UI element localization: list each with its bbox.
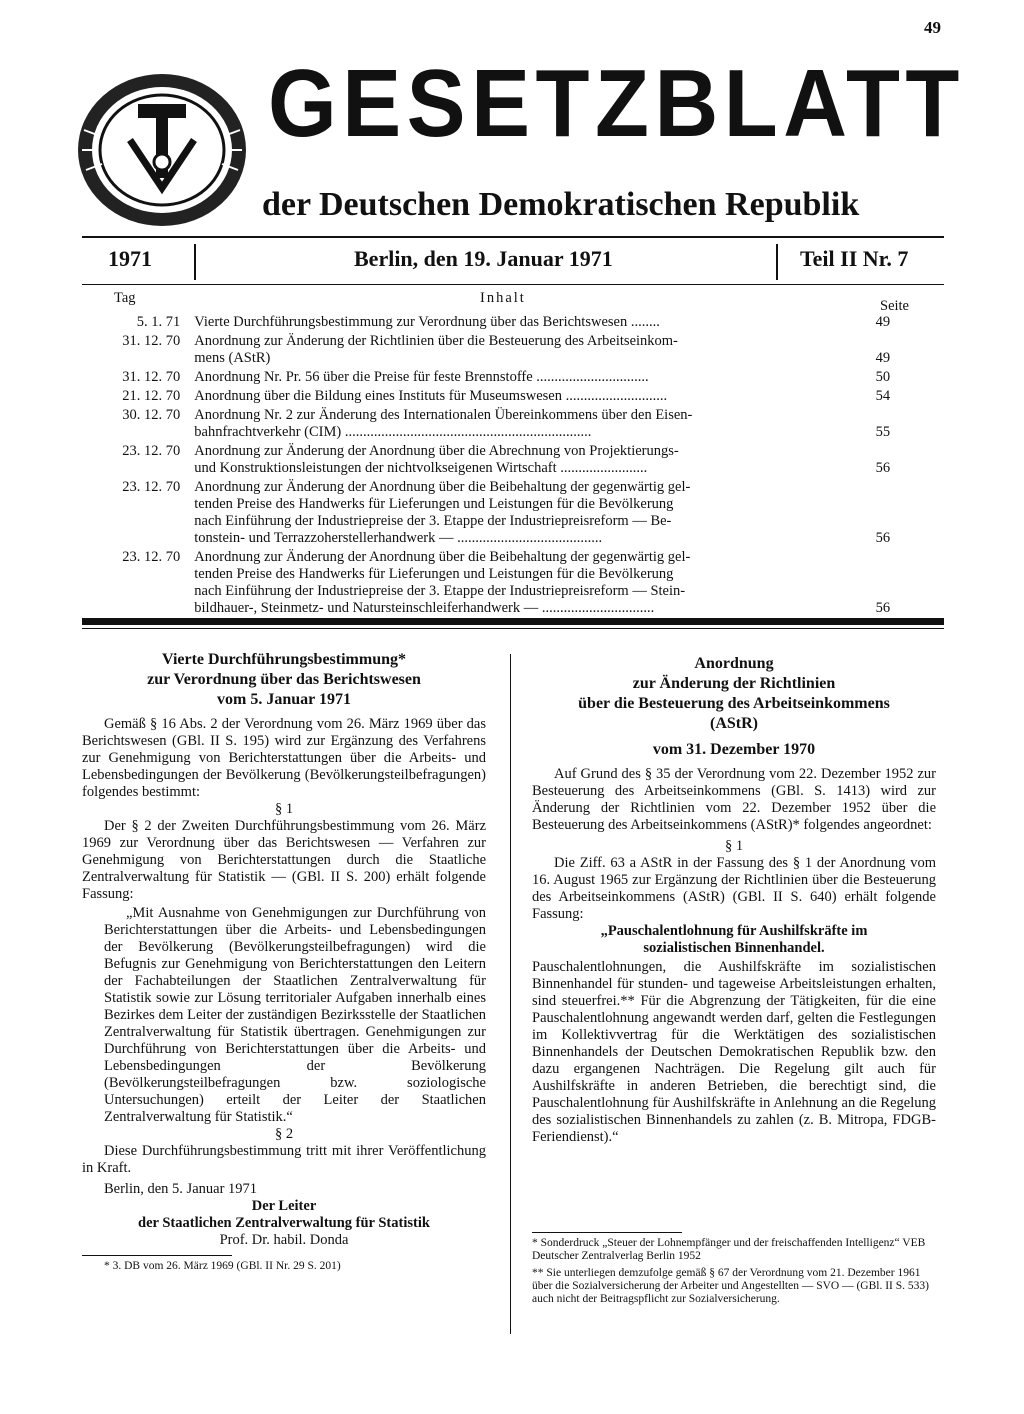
toc-title <box>194 443 840 479</box>
toc-title-line: Anordnung zur Änderung der Anordnung über die Abrechnung von Projektierungs- <box>194 443 679 459</box>
toc-title-line: Anordnung Nr. 2 zur Änderung des Internationalen Übereinkommens über den Eisen- <box>194 407 693 423</box>
quoted-text: „Mit Ausnahme von Genehmigungen zur Durchführung von Berichterstattungen über die Arbeits- und Lebensbedingungen der Bevölkerung (Bevölkerungsteilbefragungen) wird die Befugnis zur Genehmigung von Berichterstattungen den Leitern der Fachabteilungen der Staatlichen Zentralverwaltung für Statistik sowie zur Lösung territorialer Aufgaben innerhalb eines Bezirkes dem Leiter der zuständigen Bezirksstelle der Staatlichen Zentralverwaltung für Statistik übertragen. Genehmigungen zur Durchführung von Berichterstattungen über die Arbeits- und Lebensbedingungen der Bevölkerung (Bevölkerungsteilbefragungen bzw. soziologische Untersuchungen) erteilt der Leiter der Staatlichen Zentralverwaltung für Statistik.“ <box>104 905 486 1125</box>
section-rule-thin <box>82 628 944 629</box>
toc-title <box>194 388 840 407</box>
toc-page: 55 <box>875 424 891 440</box>
article-title-line: (AStR) <box>710 715 758 732</box>
article-title-line: Anordnung <box>694 655 774 672</box>
toc-title-line: Anordnung Nr. Pr. 56 über die Preise für feste Brennstoffe ............................... <box>194 369 649 385</box>
toc-title-line: mens (AStR) <box>194 350 271 366</box>
section-text: Diese Durchführungsbestimmung tritt mit ihrer Veröffentlichung in Kraft. <box>82 1143 486 1176</box>
issue-place-date: Berlin, den 19. Januar 1971 <box>354 246 613 271</box>
toc-title-line: bahnfrachtverkehr (CIM) .................................................................... <box>194 424 592 440</box>
toc-page: 56 <box>875 530 891 546</box>
article-date: vom 5. Januar 1971 <box>217 691 351 708</box>
toc-row <box>96 407 926 443</box>
toc-title-line: tonstein- und Terrazzoherstellerhandwerk — ........................................ <box>194 530 603 546</box>
toc-date: 31. 12. 70 <box>122 333 181 349</box>
toc-row <box>96 443 926 479</box>
toc-page: 56 <box>875 460 891 476</box>
article-title-line: zur Änderung der Richtlinien <box>632 675 836 692</box>
signature-title: Der Leiter <box>251 1198 317 1214</box>
issue-info-bar <box>82 236 944 285</box>
toc-title <box>194 333 840 369</box>
toc-title <box>194 314 840 333</box>
toc-row <box>96 369 926 388</box>
left-article <box>82 650 486 1273</box>
issue-number: Teil II Nr. 7 <box>800 246 909 271</box>
article-date: vom 31. Dezember 1970 <box>652 741 816 758</box>
info-bar-divider <box>194 244 196 280</box>
footnote: * 3. DB vom 26. März 1969 (GBl. II Nr. 29 S. 201) <box>104 1260 341 1272</box>
toc-title-line: nach Einführung der Industriepreise der 3. Etappe der Industriepreisreform — Stein- <box>194 583 686 599</box>
toc-header <box>96 288 926 314</box>
toc-date: 23. 12. 70 <box>122 479 181 495</box>
toc-title-line: und Konstruktionsleistungen der nichtvolkseigenen Wirtschaft ........................ <box>194 460 648 476</box>
toc-page: 50 <box>875 369 891 385</box>
section-rule <box>82 618 944 625</box>
masthead-title: GESETZBLATT <box>268 50 965 157</box>
footnote-rule <box>532 1232 682 1233</box>
toc-date: 5. 1. 71 <box>136 314 181 330</box>
toc-page: 54 <box>875 388 891 404</box>
section-heading: § 1 <box>274 801 294 817</box>
toc-title-line: Anordnung zur Änderung der Anordnung über die Beibehaltung der gegenwärtig gel- <box>194 479 691 495</box>
section-text: Die Ziff. 63 a AStR in der Fassung des § 1 der Anordnung vom 16. August 1965 zur Ergänzung der Richtlinien über die Besteuerung des Arbeitseinkommens (AStR) (GBl. II S. 640) erhält folgende Fassung: <box>532 855 936 922</box>
footnote: * Sonderdruck „Steuer der Lohnempfänger und der freischaffenden Intelligenz“ VEB Deutscher Zentralverlag Berlin 1952 <box>532 1237 926 1262</box>
toc-table <box>96 314 926 619</box>
masthead-subtitle: der Deutschen Demokratischen Republik <box>262 186 860 223</box>
toc-title <box>194 407 840 443</box>
page-number: 49 <box>924 18 941 37</box>
section-heading: § 2 <box>274 1126 294 1142</box>
article-title-line: zur Verordnung über das Berichtswesen <box>147 671 421 688</box>
signature-name: Prof. Dr. habil. Donda <box>219 1232 349 1248</box>
column-divider <box>510 654 511 1334</box>
signature-office: der Staatlichen Zentralverwaltung für Statistik <box>138 1215 430 1231</box>
footnote-rule <box>82 1255 232 1256</box>
subheading-line: sozialistischen Binnenhandel. <box>643 940 825 956</box>
toc-date: 30. 12. 70 <box>122 407 181 423</box>
body-text: Pauschalentlohnungen, die Aushilfskräfte im sozialistischen Binnenhandel für stunden- und tageweise Arbeitsleistungen erhalten, sind steuerfrei.** Für die Abgrenzung der Tätigkeiten, für die eine Pauschalentlohnung angewandt werden darf, gelten die Festlegungen im Kollektivvertrag für die Werktätigen des sozialistischen Binnenhandels der Deutschen Demokratischen Republik bzw. den dazu ergangenen Nachträgen. Die Regelung gilt auch für Aushilfskräfte in anderen Betrieben, die berechtigt sind, die Pauschalentlohnung für Aushilfskräfte in Anlehnung an die Regelung des sozialistischen Binnenhandels zu zahlen (z. B. Mitropa, FDGB-Feriendienst).“ <box>532 959 936 1145</box>
article-title-line: Vierte Durchführungsbestimmung* <box>161 651 406 668</box>
toc-date: 31. 12. 70 <box>122 369 181 385</box>
toc-title-line: tenden Preise des Handwerks für Lieferungen und Leistungen für die Bevölkerung <box>194 496 674 512</box>
toc-title <box>194 549 840 619</box>
toc-row <box>96 314 926 333</box>
toc-date: 23. 12. 70 <box>122 443 181 459</box>
toc-row <box>96 479 926 549</box>
toc-col-date: Tag <box>114 290 136 306</box>
toc-page: 56 <box>875 600 891 616</box>
toc-page: 49 <box>875 314 891 330</box>
toc-col-title: Inhalt <box>480 290 526 306</box>
toc-title-line: Vierte Durchführungsbestimmung zur Verordnung über das Berichtswesen ........ <box>194 314 660 330</box>
toc-page: 49 <box>875 350 891 366</box>
article-intro: Auf Grund des § 35 der Verordnung vom 22. Dezember 1952 zur Besteuerung des Arbeitseinkommens (GBl. S. 1413) wird zur Änderung der Richtlinien vom 22. Dezember 1952 über die Besteuerung des Arbeitseinkommens (AStR)* folgendes angeordnet: <box>532 766 936 833</box>
toc-title-line: Anordnung über die Bildung eines Instituts für Museumswesen ............................ <box>194 388 668 404</box>
toc-row <box>96 549 926 619</box>
table-of-contents <box>96 288 926 619</box>
article-intro: Gemäß § 16 Abs. 2 der Verordnung vom 26. März 1969 über das Berichtswesen (GBl. II S. 195) wird zur Ergänzung des Verfahrens zur Genehmigung von Berichterstattungen über die Arbeits- und Lebensbedingungen der Bevölkerung (Bevölkerungsteilbefragungen) folgendes bestimmt: <box>82 716 486 800</box>
toc-title <box>194 369 840 388</box>
right-article <box>532 654 936 1146</box>
toc-row <box>96 333 926 369</box>
issue-year: 1971 <box>108 246 152 271</box>
toc-row <box>96 388 926 407</box>
toc-title-line: Anordnung zur Änderung der Anordnung über die Beibehaltung der gegenwärtig gel- <box>194 549 691 565</box>
right-footnotes <box>532 1226 936 1306</box>
toc-title <box>194 479 840 549</box>
section-text: Der § 2 der Zweiten Durchführungsbestimmung vom 26. März 1969 zur Verordnung über das Berichtswesen — Verfahren zur Genehmigung von Berichterstattungen durch die Staatliche Zentralverwaltung für Statistik — (GBl. II S. 200) erhält folgende Fassung: <box>82 818 486 902</box>
toc-col-page: Seite <box>880 298 909 314</box>
article-title-line: über die Besteuerung des Arbeitseinkommens <box>578 695 890 712</box>
toc-date: 23. 12. 70 <box>122 549 181 565</box>
section-heading: § 1 <box>724 838 744 854</box>
toc-date: 21. 12. 70 <box>122 388 181 404</box>
toc-title-line: tenden Preise des Handwerks für Lieferungen und Leistungen für die Bevölkerung <box>194 566 674 582</box>
subheading-line: „Pauschalentlohnung für Aushilfskräfte im <box>600 923 868 939</box>
info-bar-divider <box>776 244 778 280</box>
place-date: Berlin, den 5. Januar 1971 <box>104 1181 258 1197</box>
toc-title-line: Anordnung zur Änderung der Richtlinien über die Besteuerung des Arbeitseinkom- <box>194 333 678 349</box>
toc-title-line: nach Einführung der Industriepreise der 3. Etappe der Industriepreisreform — Be- <box>194 513 672 529</box>
footnote: ** Sie unterliegen demzufolge gemäß § 67 der Verordnung vom 21. Dezember 1961 über die Sozialversicherung der Arbeiter und Angestellten — SVO — (GBl. II S. 533) auch nicht der Beitragspflicht zur Sozialversicherung. <box>532 1267 929 1305</box>
toc-title-line: bildhauer-, Steinmetz- und Natursteinschleiferhandwerk — ............................... <box>194 600 655 616</box>
state-emblem-icon <box>72 70 252 230</box>
